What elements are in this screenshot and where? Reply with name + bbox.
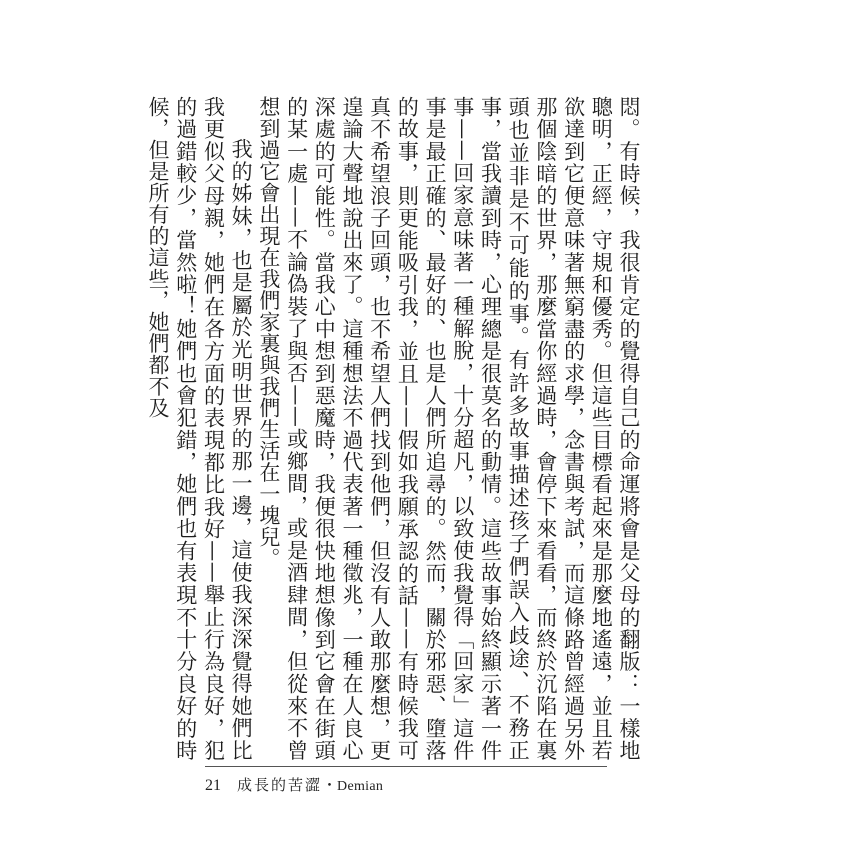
book-subtitle: Demian bbox=[337, 779, 384, 794]
title-separator: ・ bbox=[322, 776, 338, 794]
paragraph: 我的姊妹，也是屬於光明世界的那一邊，這使我深深覺得她們比我更似父母親，她們在各方面的表現都比我好——舉止行為良好，犯的過錯較少，當然啦！她們也會犯錯，她們也有表現不十分良好的時候，但是所有的這些，她們都不及 bbox=[146, 96, 254, 761]
paragraph: 悶。有時候，我很肯定的覺得自己的命運將會是父母的翻版：一樣地聰明，正經，守規和優秀。但這些目標看起來是那麼地遙遠，並且若欲達到它便意味著無窮盡的求學，念書與考試，而這條路曾經過另外那個陰暗的世界，那麼當你經過時，會停下來看看，而終於沉陷在裏頭也並非是不可能的事。有許多故事描述孩子們誤入歧途、不務正事，當我讀到時，心理總是很莫名的動情。這些故事始終顯示著一件事——回家意味著一種解脫，十分超凡，以致使我覺得「回家」這件事是最正確的、最好的、也是人們所追尋的。然而，關於邪惡、墮落的故事，則更能吸引我，並且——假如我願承認的話——有時候我可真不希望浪子回頭，也不希望人們找到他們，但沒有人敢那麼想，更遑論大聲地說出來了。這種想法不過代表著一種徵兆，一種在人良心深處的可能性。當我心中想到惡魔時，我便很快地想像到它會在街頭的某一處——不論偽裝了與否——或鄉間，或是酒肆間，但從來不曾想到過它會出現在我們家裏與我們生活在一塊兒。 bbox=[256, 96, 641, 761]
footer-divider bbox=[205, 766, 607, 767]
page-number: 21 bbox=[205, 777, 221, 794]
book-title: 成長的苦澀 bbox=[237, 776, 323, 794]
body-text bbox=[143, 96, 642, 761]
page-footer bbox=[205, 774, 383, 796]
